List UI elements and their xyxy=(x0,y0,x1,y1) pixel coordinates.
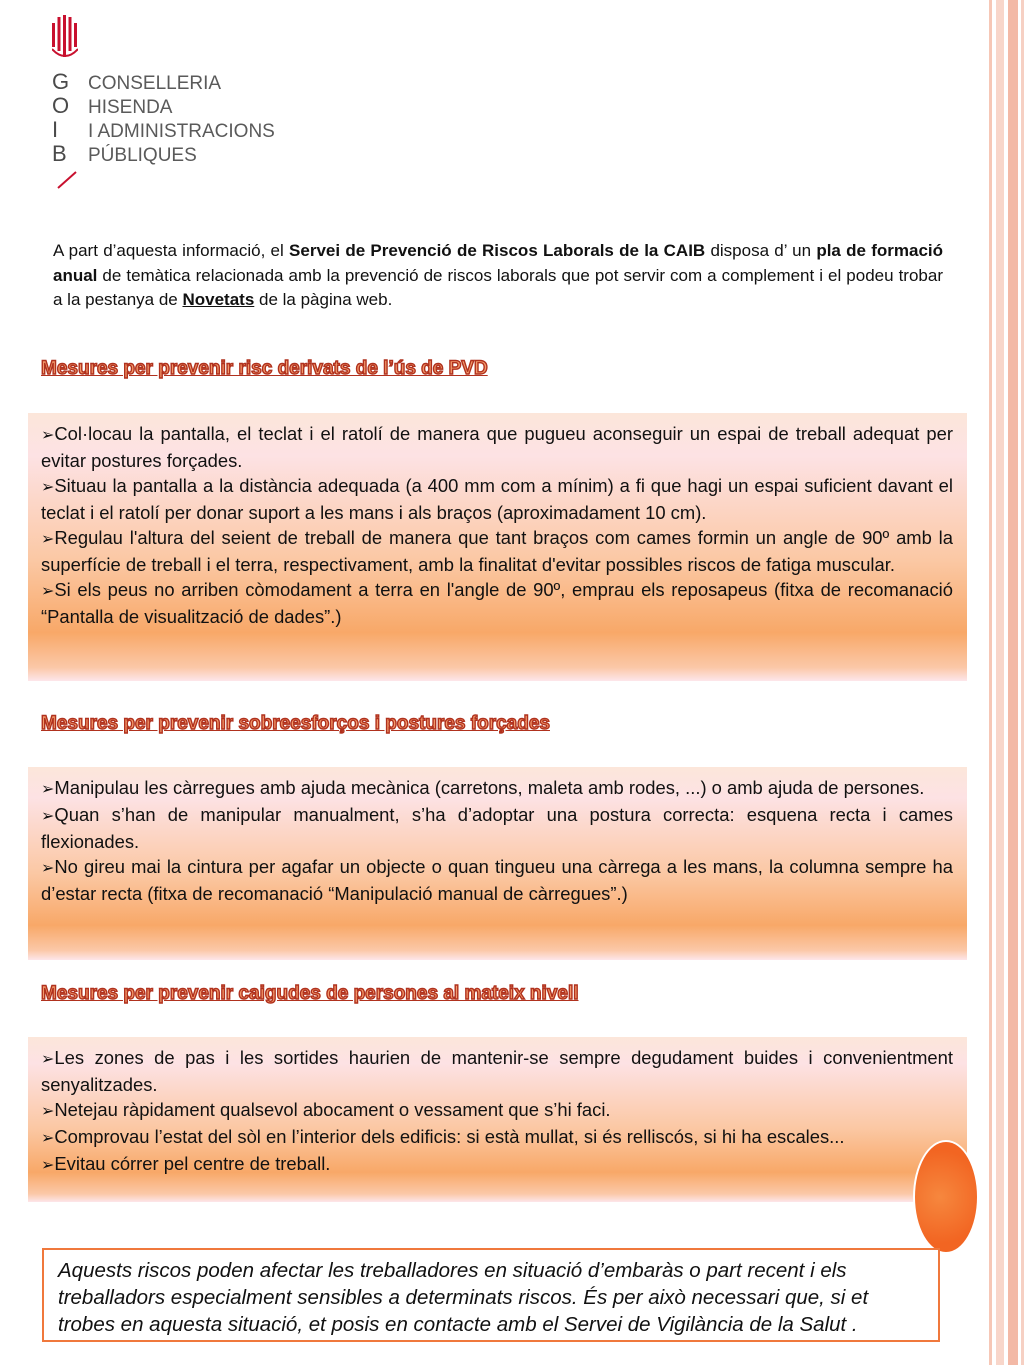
list-item: ➢Si els peus no arriben còmodament a terra en l'angle de 90º, emprau els reposapeus (fitxa de recomanació “Pantalla de visualització de dades”.) xyxy=(41,579,953,627)
section-heading-caigudes: Mesures per prevenir caigudes de persones al mateix nivell xyxy=(41,983,579,1004)
logo-slash-icon xyxy=(56,170,78,190)
logo-department-name: CONSELLERIA HISENDA I ADMINISTRACIONS PÚBLIQUES xyxy=(88,73,275,166)
arrow-bullet-icon: ➢ xyxy=(41,531,55,548)
list-item: ➢No gireu mai la cintura per agafar un objecte o quan tingueu una càrrega a les mans, la columna sempre ha d’estar recta (fitxa de recomanació “Manipulació manual de càrregues”.) xyxy=(41,856,953,904)
section-panel-sobreesforcos xyxy=(28,767,967,960)
arrow-bullet-icon: ➢ xyxy=(41,1103,55,1120)
section-panel-caigudes xyxy=(28,1037,967,1202)
logo-letters: G O I B xyxy=(52,69,71,166)
arrow-bullet-icon: ➢ xyxy=(41,860,55,877)
section-panel-pvd xyxy=(28,413,967,681)
decorative-stripes xyxy=(984,0,1024,1365)
arrow-bullet-icon: ➢ xyxy=(41,479,55,496)
note-text: Aquests riscos poden afectar les treballadores en situació d’embaràs o part recent i els treballadors especialment sensibles a determinats riscos. És per això necessari que, si et trobes en aquesta situació, et posis en contacte amb el Servei de Vigilància de la Salut . xyxy=(58,1259,869,1336)
novetats-link[interactable]: Novetats xyxy=(182,290,255,309)
list-item: ➢Evitau córrer pel centre de treball. xyxy=(41,1153,331,1174)
list-item: ➢Les zones de pas i les sortides haurien de mantenir-se sempre degudament buides i convenientment senyalitzades. xyxy=(41,1047,953,1095)
section-heading-sobreesforcos: Mesures per prevenir sobreesforços i postures forçades xyxy=(41,713,550,734)
arrow-bullet-icon: ➢ xyxy=(41,781,55,798)
decorative-circle xyxy=(913,1140,979,1254)
list-item: ➢Col·locau la pantalla, el teclat i el ratolí de manera que pugueu aconseguir un espai de treball adequat per evitar postures forçades. xyxy=(41,423,953,471)
list-item: ➢Manipulau les càrregues amb ajuda mecànica (carretons, maleta amb rodes, ...) o amb ajuda de persones. xyxy=(41,777,925,798)
section-heading-pvd: Mesures per prevenir risc derivats de l’ús de PVD xyxy=(41,358,488,379)
list-item: ➢Regulau l'altura del seient de treball de manera que tant braços com cames formin un angle de 90º amb la superfície de treball i el terra, respectivament, amb la finalitat d'evitar possibles riscos de fatiga muscular. xyxy=(41,527,953,575)
arrow-bullet-icon: ➢ xyxy=(41,1130,55,1147)
arrow-bullet-icon: ➢ xyxy=(41,1051,55,1068)
list-item: ➢Comprovau l’estat del sòl en l’interior dels edificis: si està mullat, si és relliscós, si hi ha escales... xyxy=(41,1126,845,1147)
arrow-bullet-icon: ➢ xyxy=(41,1157,55,1174)
goib-emblem-icon xyxy=(52,15,78,57)
arrow-bullet-icon: ➢ xyxy=(41,427,55,444)
arrow-bullet-icon: ➢ xyxy=(41,583,55,600)
arrow-bullet-icon: ➢ xyxy=(41,808,55,825)
list-item: ➢Netejau ràpidament qualsevol abocament o vessament que s’hi faci. xyxy=(41,1099,611,1120)
intro-paragraph: A part d’aquesta informació, el Servei de Prevenció de Riscos Laborals de la CAIB disposa d’ un pla de formació anual de temàtica relacionada amb la prevenció de riscos laborals que pot servir com a complement i el podeu trobar a la pestanya de Novetats de la pàgina web. xyxy=(53,241,944,309)
list-item: ➢Situau la pantalla a la distància adequada (a 400 mm com a mínim) a fi que hagi un espai suficient davant el teclat i el ratolí per donar suport a les mans i als braços (aproximadament 10 cm). xyxy=(41,475,953,523)
list-item: ➢Quan s’han de manipular manualment, s’ha d’adoptar una postura correcta: esquena recta i cames flexionades. xyxy=(41,804,953,852)
